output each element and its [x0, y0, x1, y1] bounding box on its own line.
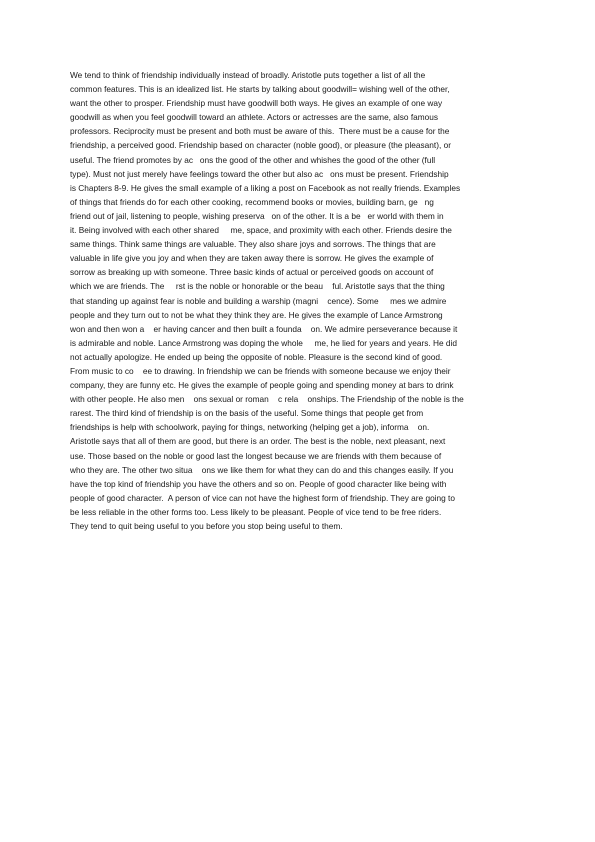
text-line: be less reliable in the other forms too. Less likely to be pleasant. People of vice tend to be free riders. [70, 506, 442, 517]
text-line: They tend to quit being useful to you before you stop being useful to them. [70, 521, 343, 531]
text-line: Aristotle says that all of them are good, but there is an order. The best is the noble, next pleasant, next [70, 436, 446, 447]
text-line: company, they are funny etc. He gives the example of people going and spending money at bars to drink [70, 380, 454, 391]
text-line: valuable in life give you joy and when they are taken away there is sorrow. He gives the example of [70, 253, 434, 264]
text-line: We tend to think of friendship individually instead of broadly. Aristotle puts together a list of all the [70, 70, 426, 80]
text-line: professors. Reciprocity must be present and both must be aware of this. There must be a cause for the [70, 126, 450, 137]
text-line: use. Those based on the noble or good last the longest because we are friends with them because of [70, 450, 442, 461]
text-line: is admirable and noble. Lance Armstrong was doping the whole me, he lied for years and years. He did [70, 337, 457, 348]
text-line: sorrow as breaking up with someone. Three basic kinds of actual or perceived goods on account of [70, 267, 434, 278]
text-line: have the top kind of friendship you have the others and so on. People of good character like being with [70, 478, 447, 489]
text-line: it. Being involved with each other shared me, space, and proximity with each other. Friends desire the [70, 225, 452, 236]
text-line: who they are. The other two situa ons we like them for what they can do and this changes easily. If you [70, 464, 454, 475]
text-line: not actually apologize. He ended up being the opposite of noble. Pleasure is the second kind of good. [70, 351, 443, 362]
text-line: that standing up against fear is noble and building a warship (magni cence). Some mes we admire [70, 295, 447, 306]
text-line: type). Must not just merely have feelings toward the other but also ac ons must be present. Friendship [70, 168, 449, 179]
text-line: rarest. The third kind of friendship is on the basis of the useful. Some things that people get from [70, 408, 424, 419]
text-line: people and they turn out to not be what they think they are. He gives the example of Lance Armstrong [70, 309, 443, 320]
text-line: with other people. He also men ons sexual or roman c rela onships. The Friendship of the noble is the [70, 394, 464, 405]
text-line: friend out of jail, listening to people, wishing preserva on of the other. It is a be er world with them in [70, 210, 444, 221]
text-line: common features. This is an idealized list. He starts by talking about goodwill= wishing well of the other, [70, 84, 450, 95]
text-line: friendship, a perceived good. Friendship based on character (noble good), or pleasure (the pleasant), or [70, 140, 451, 151]
text-line: want the other to prosper. Friendship must have goodwill both ways. He gives an example of one way [70, 98, 443, 109]
text-line: friendships is help with schoolwork, paying for things, networking (helping get a job), informa on. [70, 422, 430, 433]
text-line: is Chapters 8-9. He gives the small example of a liking a post on Facebook as not really friends. Examples [70, 182, 461, 193]
text-line: goodwill as when you feel goodwill toward an athlete. Actors or actresses are the same, also famous [70, 112, 439, 123]
text-line: won and then won a er having cancer and then built a founda on. We admire perseverance because it [70, 323, 458, 334]
text-line: people of good character. A person of vice can not have the highest form of friendship. They are going to [70, 492, 455, 503]
body-paragraph [70, 68, 526, 533]
text-line: useful. The friend promotes by ac ons the good of the other and whishes the good of the other (full [70, 154, 436, 165]
text-line: which we are friends. The rst is the noble or honorable or the beau ful. Aristotle says that the thing [70, 281, 445, 292]
text-line: of things that friends do for each other cooking, recommend books or movies, building barn, ge ng [70, 196, 434, 207]
text-line: From music to co ee to drawing. In friendship we can be friends with someone because we enjoy their [70, 365, 451, 376]
text-line: same things. Think same things are valuable. They also share joys and sorrows. The things that are [70, 239, 436, 250]
